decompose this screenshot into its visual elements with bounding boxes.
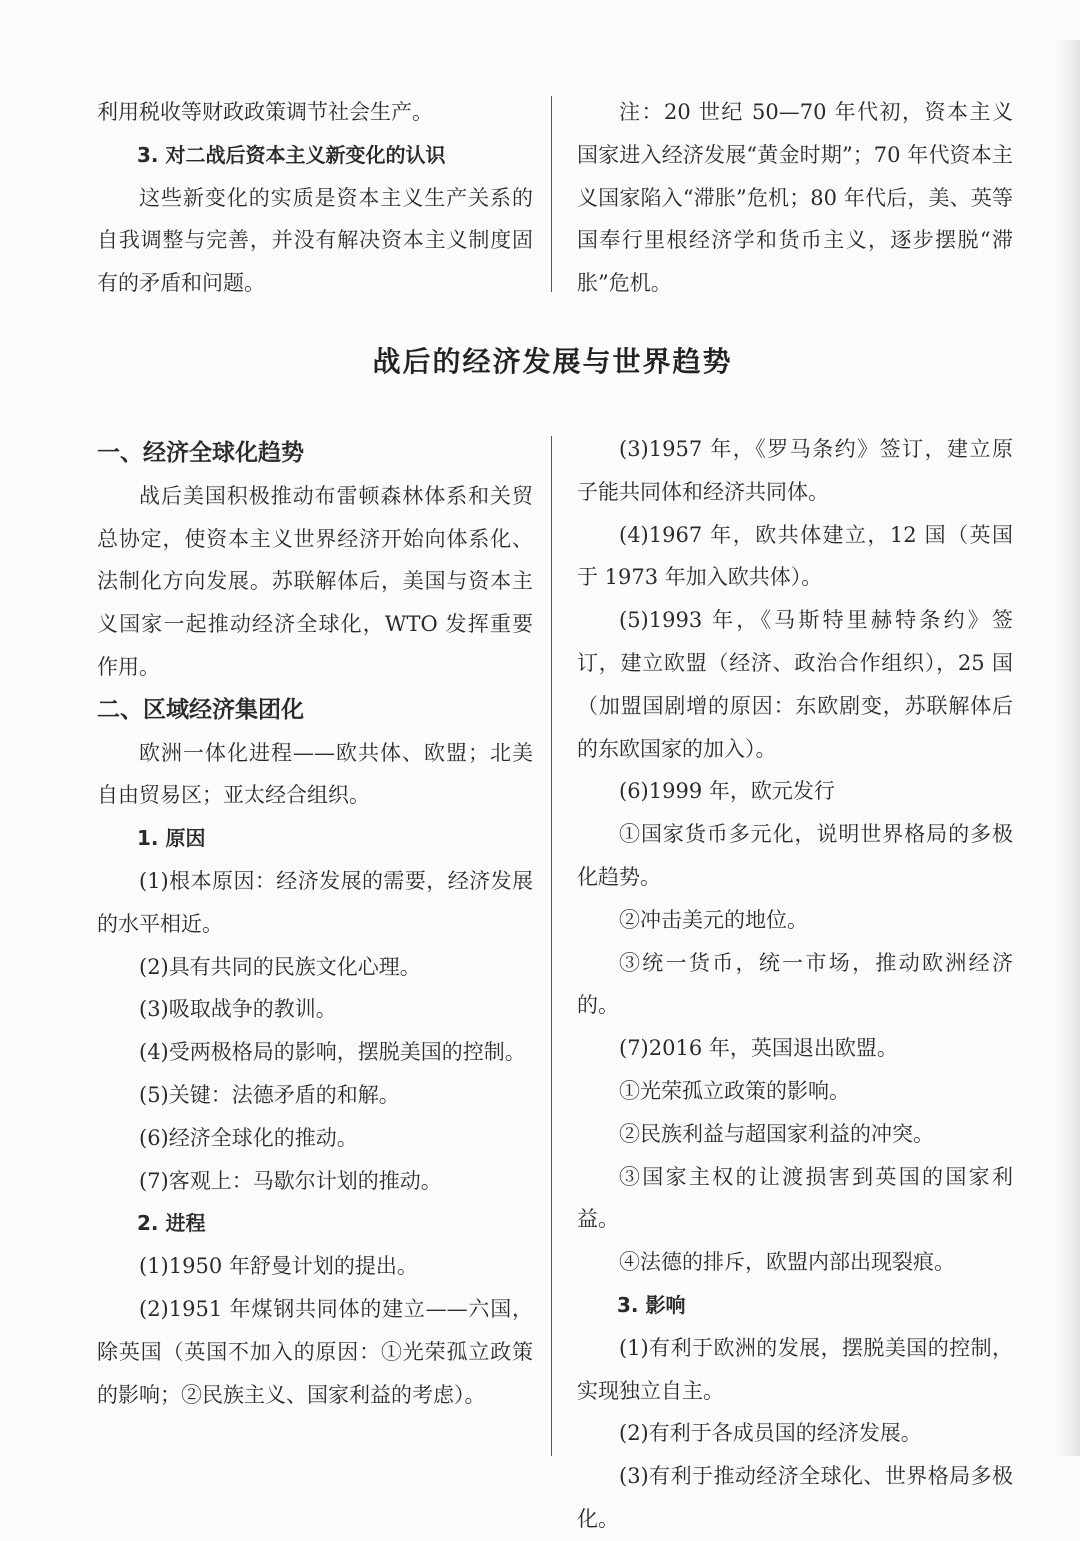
top-left-column — [97, 91, 533, 305]
paragraph: (4)受两极格局的影响，摆脱美国的控制。 — [139, 1040, 526, 1065]
paragraph: (7)客观上：马歇尔计划的推动。 — [139, 1168, 442, 1193]
subheading: 3. 对二战后资本主义新变化的认识 — [137, 142, 446, 167]
paragraph: (3)1957 年，《罗马条约》签订，建立原子能共同体和经济共同体。 — [577, 437, 1013, 504]
bottom-column-divider — [551, 436, 552, 1456]
paragraph: ③国家主权的让渡损害到英国的国家利益。 — [577, 1164, 1013, 1232]
paragraph: (6)经济全球化的推动。 — [139, 1125, 358, 1150]
paragraph: (5)1993 年，《马斯特里赫特条约》签订，建立欧盟（经济、政治合作组织），25 国（加盟国剧增的原因：东欧剧变，苏联解体后的东欧国家的加入）。 — [577, 608, 1013, 761]
paragraph: 利用税收等财政政策调节社会生产。 — [97, 100, 433, 124]
paragraph: (6)1999 年，欧元发行 — [619, 779, 835, 804]
paragraph: (2)1951 年煤钢共同体的建立——六国，除英国（英国不加入的原因：①光荣孤立政策的影响；②民族主义、国家利益的考虑）。 — [97, 1296, 533, 1407]
paragraph: 战后美国积极推动布雷顿森林体系和关贸总协定，使资本主义世界经济开始向体系化、法制化方向发展。苏联解体后，美国与资本主义国家一起推动经济全球化，WTO 发挥重要作用。 — [97, 483, 533, 679]
paragraph: (5)关键：法德矛盾的和解。 — [139, 1082, 400, 1107]
paragraph: (3)吸取战争的教训。 — [139, 997, 337, 1022]
subheading: 2. 进程 — [137, 1211, 206, 1236]
paragraph: ①光荣孤立政策的影响。 — [619, 1078, 850, 1103]
paragraph: (7)2016 年，英国退出欧盟。 — [619, 1036, 898, 1061]
bottom-left-column — [97, 432, 533, 1416]
top-right-column — [577, 91, 1013, 305]
paragraph: 这些新变化的实质是资本主义生产关系的自我调整与完善，并没有解决资本主义制度固有的矛盾和问题。 — [97, 185, 533, 296]
paragraph: ②冲击美元的地位。 — [619, 907, 808, 932]
section-heading: 二、区域经济集团化 — [97, 696, 304, 723]
page-edge-shadow — [1054, 40, 1080, 1456]
paragraph: (4)1967 年，欧共体建立，12 国（英国于 1973 年加入欧共体）。 — [577, 522, 1013, 590]
paragraph: ①国家货币多元化，说明世界格局的多极化趋势。 — [577, 822, 1013, 889]
paragraph: (1)有利于欧洲的发展，摆脱美国的控制，实现独立自主。 — [577, 1335, 1013, 1403]
paragraph: (1)根本原因：经济发展的需要，经济发展的水平相近。 — [97, 868, 533, 936]
paragraph: 注：20 世纪 50—70 年代初，资本主义国家进入经济发展“黄金时期”；70 年代资本主义国家陷入“滞胀”危机；80 年代后，美、英等国奉行里根经济学和货币主义，逐步摆脱“滞胀”危机。 — [577, 100, 1013, 296]
paragraph: (2)有利于各成员国的经济发展。 — [619, 1421, 922, 1446]
subheading: 1. 原因 — [137, 826, 206, 851]
bottom-right-column — [577, 428, 1013, 1541]
section-title: 战后的经济发展与世界趋势 — [372, 345, 733, 378]
paragraph: (3)有利于推动经济全球化、世界格局多极化。 — [577, 1464, 1013, 1531]
paragraph: (2)具有共同的民族文化心理。 — [139, 954, 421, 979]
section-heading: 一、经济全球化趋势 — [97, 440, 304, 466]
top-column-divider — [551, 96, 552, 292]
paragraph: (1)1950 年舒曼计划的提出。 — [139, 1254, 418, 1279]
paragraph: ③统一货币，统一市场，推动欧洲经济的。 — [577, 950, 1013, 1018]
paragraph: ②民族利益与超国家利益的冲突。 — [619, 1121, 934, 1146]
paragraph: ④法德的排斥，欧盟内部出现裂痕。 — [619, 1250, 955, 1275]
paragraph: 欧洲一体化进程——欧共体、欧盟；北美自由贸易区；亚太经合组织。 — [97, 740, 533, 808]
subheading: 3. 影响 — [617, 1292, 686, 1317]
